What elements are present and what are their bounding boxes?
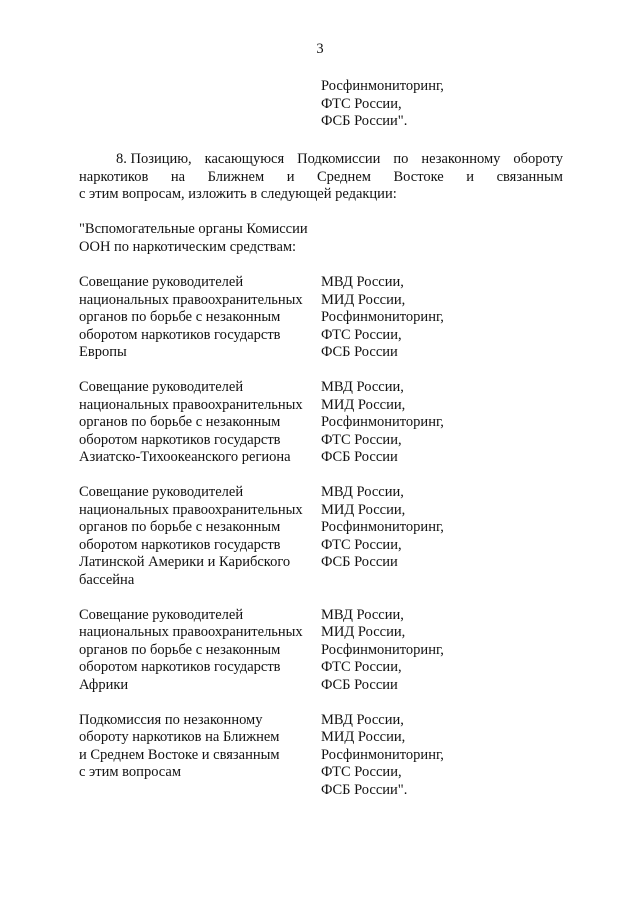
responsible-agencies bbox=[321, 274, 579, 362]
paragraph-word: Подкомиссии bbox=[297, 151, 381, 167]
agency-line: Росфинмониторинг, bbox=[321, 78, 444, 94]
responsible-agencies bbox=[321, 607, 579, 695]
paragraph-word: Ближнем bbox=[207, 168, 265, 185]
intro-line: "Вспомогательные органы Комиссии bbox=[79, 221, 308, 237]
agency-line: ФТС России, bbox=[321, 95, 402, 112]
body-name-line: Африки bbox=[79, 676, 129, 693]
agency-line: МИД России, bbox=[321, 501, 406, 518]
paragraph-word: связанным bbox=[496, 168, 563, 185]
agency-line: МВД России, bbox=[321, 606, 404, 623]
body-name-line: национальных правоохранительных bbox=[79, 291, 303, 308]
agency-line: МВД России, bbox=[321, 379, 404, 395]
body-name-line: Совещание руководителей bbox=[79, 274, 244, 290]
table-row bbox=[79, 607, 579, 695]
responsible-agencies bbox=[321, 712, 579, 800]
body-name-line: органов по борьбе с незаконным bbox=[79, 519, 281, 535]
body-name-line: Совещание руководителей bbox=[79, 379, 244, 395]
page-number: 3 bbox=[316, 41, 324, 57]
agency-line: ФСБ России bbox=[321, 676, 398, 693]
table-row bbox=[79, 274, 579, 362]
paragraph-word: по bbox=[393, 151, 409, 167]
body-name-line: оборотом наркотиков государств bbox=[79, 431, 281, 448]
paragraph-word: на bbox=[170, 168, 186, 185]
body-name-line: Азиатско-Тихоокеанского региона bbox=[79, 449, 291, 465]
body-name-line: органов по борьбе с незаконным bbox=[79, 641, 281, 658]
body-name-line: Совещание руководителей bbox=[79, 606, 244, 623]
section-intro bbox=[79, 221, 308, 256]
body-name-line: и Среднем Востоке и связанным bbox=[79, 746, 280, 763]
agency-line: МВД России, bbox=[321, 274, 404, 290]
table-row bbox=[79, 712, 579, 800]
body-name-line: Совещание руководителей bbox=[79, 484, 244, 500]
paragraph-text: с этим вопросам, изложить в следующей редакции: bbox=[79, 186, 397, 202]
agency-line: Росфинмониторинг, bbox=[321, 641, 444, 658]
paragraph-word: Среднем bbox=[317, 168, 371, 185]
paragraph-word: и bbox=[286, 168, 295, 185]
agency-list-top bbox=[321, 78, 444, 131]
paragraph-word: наркотиков bbox=[79, 168, 149, 185]
body-name bbox=[79, 484, 321, 589]
body-name-line: органов по борьбе с незаконным bbox=[79, 309, 281, 325]
agency-line: ФТС России, bbox=[321, 659, 402, 675]
agency-line: Росфинмониторинг, bbox=[321, 309, 444, 325]
body-name-line: органов по борьбе с незаконным bbox=[79, 414, 281, 430]
item-8-paragraph bbox=[79, 151, 563, 204]
agency-line: Росфинмониторинг, bbox=[321, 746, 444, 763]
body-name bbox=[79, 607, 321, 695]
body-name-line: оборотом наркотиков государств bbox=[79, 659, 281, 675]
body-name-line: Латинской Америки и Карибского bbox=[79, 554, 291, 570]
paragraph-word: Востоке bbox=[393, 168, 444, 185]
body-name-line: Европы bbox=[79, 344, 127, 360]
agency-line: ФТС России, bbox=[321, 326, 402, 343]
agency-line: ФТС России, bbox=[321, 764, 402, 780]
paragraph-line bbox=[79, 186, 563, 204]
body-name-line: оборотом наркотиков государств bbox=[79, 326, 281, 343]
agency-line: ФСБ России bbox=[321, 344, 398, 360]
agency-line: Росфинмониторинг, bbox=[321, 414, 444, 430]
agency-line: МИД России, bbox=[321, 624, 406, 640]
agency-line: ФСБ России bbox=[321, 449, 398, 465]
table-row bbox=[79, 379, 579, 467]
agency-line: МИД России, bbox=[321, 396, 406, 413]
body-name-line: национальных правоохранительных bbox=[79, 501, 303, 518]
agency-line: МИД России, bbox=[321, 291, 406, 308]
paragraph-word: незаконному bbox=[421, 151, 501, 167]
paragraph-word: касающуюся bbox=[204, 151, 285, 167]
body-name bbox=[79, 379, 321, 467]
responsible-agencies bbox=[321, 379, 579, 467]
body-name-line: Подкомиссия по незаконному bbox=[79, 711, 263, 728]
table-row bbox=[79, 484, 579, 589]
agency-line: ФСБ России bbox=[321, 554, 398, 570]
paragraph-word: и bbox=[466, 168, 475, 185]
agency-line: ФСБ России". bbox=[321, 113, 408, 129]
paragraph-word: обороту bbox=[513, 151, 563, 167]
body-name bbox=[79, 712, 321, 800]
body-name bbox=[79, 274, 321, 362]
paragraph-line bbox=[79, 151, 563, 169]
agency-line: МИД России, bbox=[321, 729, 406, 745]
body-name-line: бассейна bbox=[79, 571, 135, 588]
paragraph-line bbox=[79, 169, 563, 187]
responsible-agencies bbox=[321, 484, 579, 589]
agency-line: МВД России, bbox=[321, 711, 404, 728]
agency-line: ФТС России, bbox=[321, 536, 402, 553]
intro-line: ООН по наркотическим средствам: bbox=[79, 238, 297, 255]
paragraph-word: 8. Позицию, bbox=[116, 151, 192, 167]
body-name-line: оборотом наркотиков государств bbox=[79, 536, 281, 553]
body-name-line: с этим вопросам bbox=[79, 764, 182, 780]
bodies-table bbox=[79, 274, 579, 817]
agency-line: Росфинмониторинг, bbox=[321, 519, 444, 535]
agency-line: ФСБ России". bbox=[321, 781, 408, 798]
agency-line: ФТС России, bbox=[321, 431, 402, 448]
body-name-line: обороту наркотиков на Ближнем bbox=[79, 729, 280, 745]
body-name-line: национальных правоохранительных bbox=[79, 396, 303, 413]
body-name-line: национальных правоохранительных bbox=[79, 624, 303, 640]
agency-line: МВД России, bbox=[321, 484, 404, 500]
